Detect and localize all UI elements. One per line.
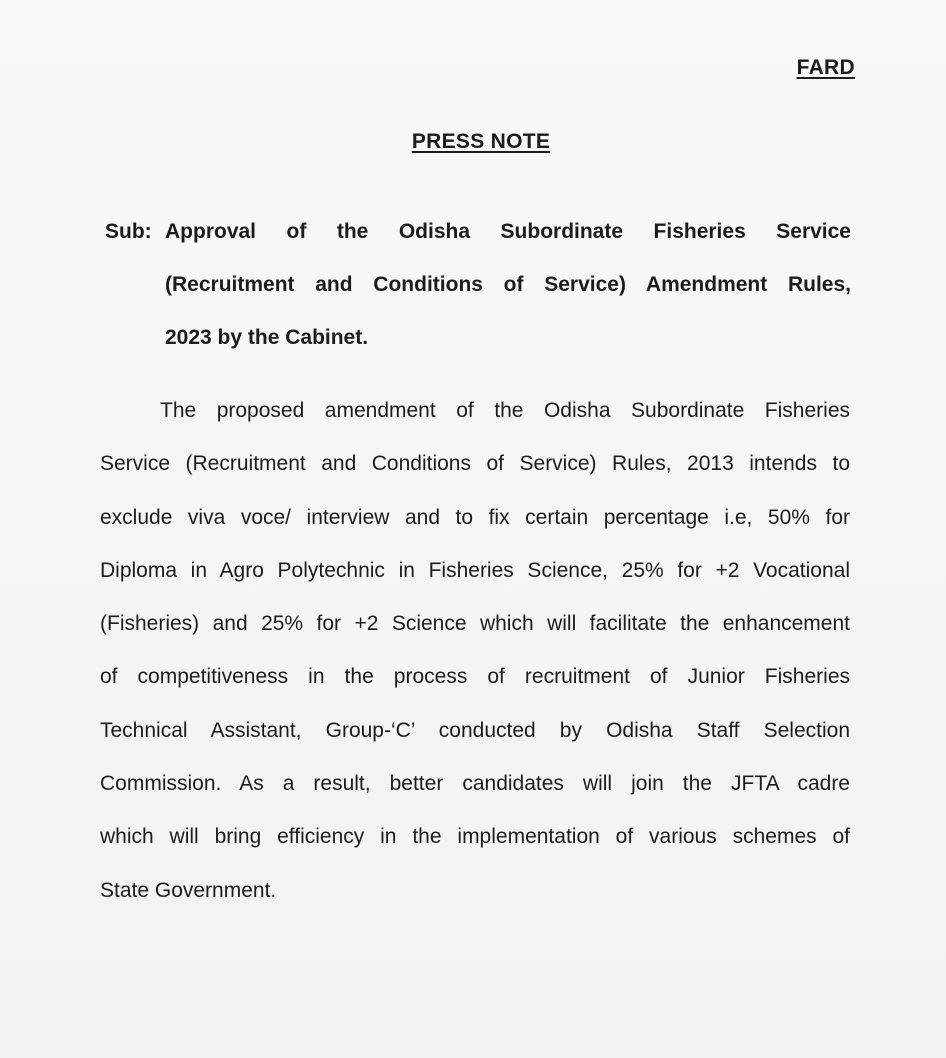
- paragraph-line: which will bring efficiency in the implementation of various schemes of: [100, 825, 850, 849]
- paragraph-line: Service (Recruitment and Conditions of Service) Rules, 2013 intends to: [100, 452, 850, 476]
- paragraph-line: (Fisheries) and 25% for +2 Science which will facilitate the enhancement: [100, 612, 850, 636]
- paragraph-line: of competitiveness in the process of recruitment of Junior Fisheries: [100, 665, 850, 689]
- paragraph-line: State Government.: [100, 878, 277, 902]
- page-title: PRESS NOTE: [411, 130, 551, 153]
- paragraph-line: Commission. As a result, better candidates will join the JFTA cadre: [100, 772, 850, 796]
- subject-line: Approval of the Odisha Subordinate Fisheries Service: [165, 220, 851, 243]
- subject-line: 2023 by the Cabinet.: [165, 326, 369, 349]
- paragraph-line: The proposed amendment of the Odisha Subordinate Fisheries: [160, 399, 850, 422]
- paragraph-line: Technical Assistant, Group-‘C’ conducted by Odisha Staff Selection: [100, 718, 850, 742]
- body-paragraph: [100, 384, 850, 917]
- paragraph-line: Diploma in Agro Polytechnic in Fisheries Science, 25% for +2 Vocational: [100, 558, 850, 582]
- subject-text: [165, 205, 851, 258]
- department-code: FARD: [796, 56, 855, 79]
- subject-label: Sub:: [105, 220, 152, 243]
- subject-block: [105, 205, 851, 364]
- subject-line: (Recruitment and Conditions of Service) Amendment Rules,: [165, 273, 851, 296]
- paragraph-line: exclude viva voce/ interview and to fix certain percentage i.e, 50% for: [100, 505, 850, 529]
